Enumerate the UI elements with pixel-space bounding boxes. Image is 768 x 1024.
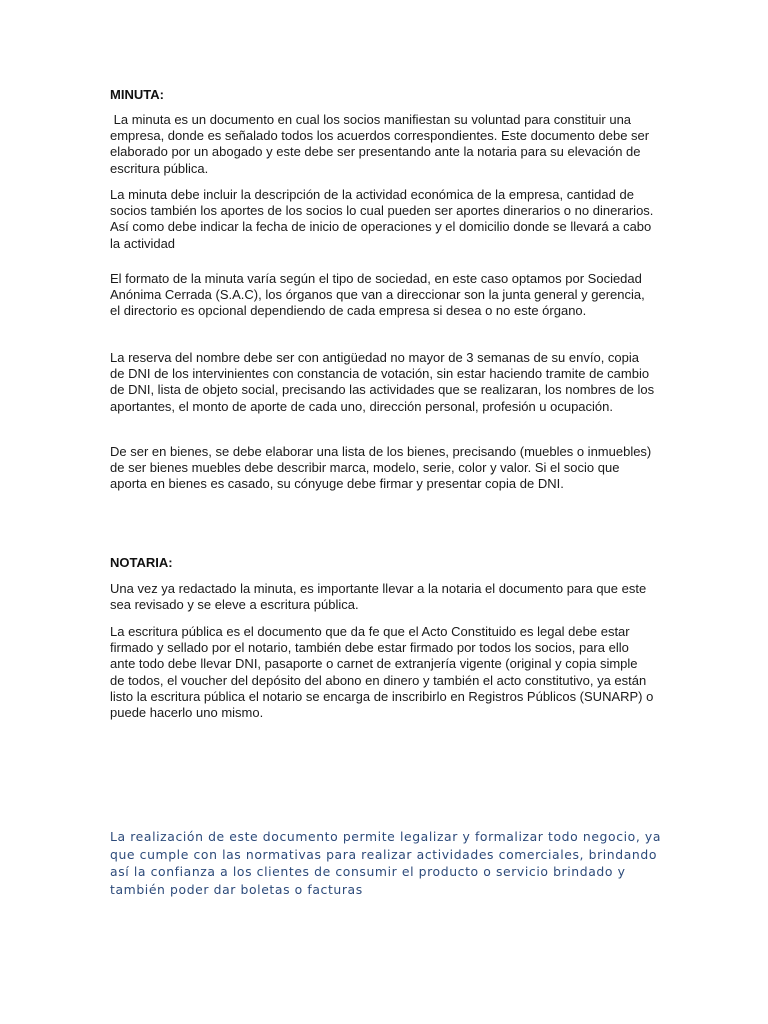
minuta-heading: MINUTA: [110, 87, 164, 102]
notaria-heading: NOTARIA: [110, 555, 173, 570]
document-page [110, 0, 662, 1024]
notaria-paragraph-1: Una vez ya redactado la minuta, es importante llevar a la notaria el documento para que este sea revisado y se eleve a escritura pública. [110, 581, 650, 613]
minuta-paragraph-2: La minuta debe incluir la descripción de la actividad económica de la empresa, cantidad de socios también los aportes de los socios lo cual pueden ser aportes dinerarios o no dinerarios. Así como debe indicar la fecha de inicio de operaciones y el domicilio donde se llevará a cabo la actividad [110, 187, 657, 251]
minuta-paragraph-5: De ser en bienes, se debe elaborar una lista de los bienes, precisando (muebles o inmuebles) de ser bienes muebles debe describir marca, modelo, serie, color y valor. Si el socio que aporta en bienes es casado, su cónyuge debe firmar y presentar copia de DNI. [110, 444, 655, 492]
minuta-paragraph-1: La minuta es un documento en cual los socios manifiestan su voluntad para constituir una empresa, donde es señalado todos los acuerdos correspondientes. Este documento debe ser elaborado por un abogado y este debe ser presentando ante la notaria para su elevación de escritura pública. [110, 112, 653, 176]
minuta-paragraph-4: La reserva del nombre debe ser con antigüedad no mayor de 3 semanas de su envío, copia de DNI de los intervinientes con constancia de votación, sin estar haciendo tramite de cambio de DNI, lista de objeto social, precisando las actividades que se realizaran, los nombres de los aportantes, el monto de aporte de cada uno, dirección personal, profesión u ocupación. [110, 350, 658, 414]
notaria-paragraph-2: La escritura pública es el documento que da fe que el Acto Constituido es legal debe estar firmado y sellado por el notario, también debe estar firmado por todos los socios, para ello ante todo debe llevar DNI, pasaporte o carnet de extranjería vigente (original y copia simple de todos, el voucher del depósito del abono en dinero y también el acto constitutivo, ya están listo la escritura pública el notario se encarga de inscribirlo en Registros Públicos (SUNARP) o puede hacerlo uno mismo. [110, 624, 657, 721]
minuta-paragraph-3: El formato de la minuta varía según el tipo de sociedad, en este caso optamos por Sociedad Anónima Cerrada (S.A.C), los órganos que van a direccionar son la junta general y gerencia, el directorio es opcional dependiendo de cada empresa si desea o no este órgano. [110, 271, 649, 319]
closing-paragraph: La realización de este documento permite legalizar y formalizar todo negocio, ya que cumple con las normativas para realizar actividades comerciales, brindando así la confianza a los clientes de consumir el producto o servicio brindado y también poder dar boletas o facturas [110, 829, 662, 897]
